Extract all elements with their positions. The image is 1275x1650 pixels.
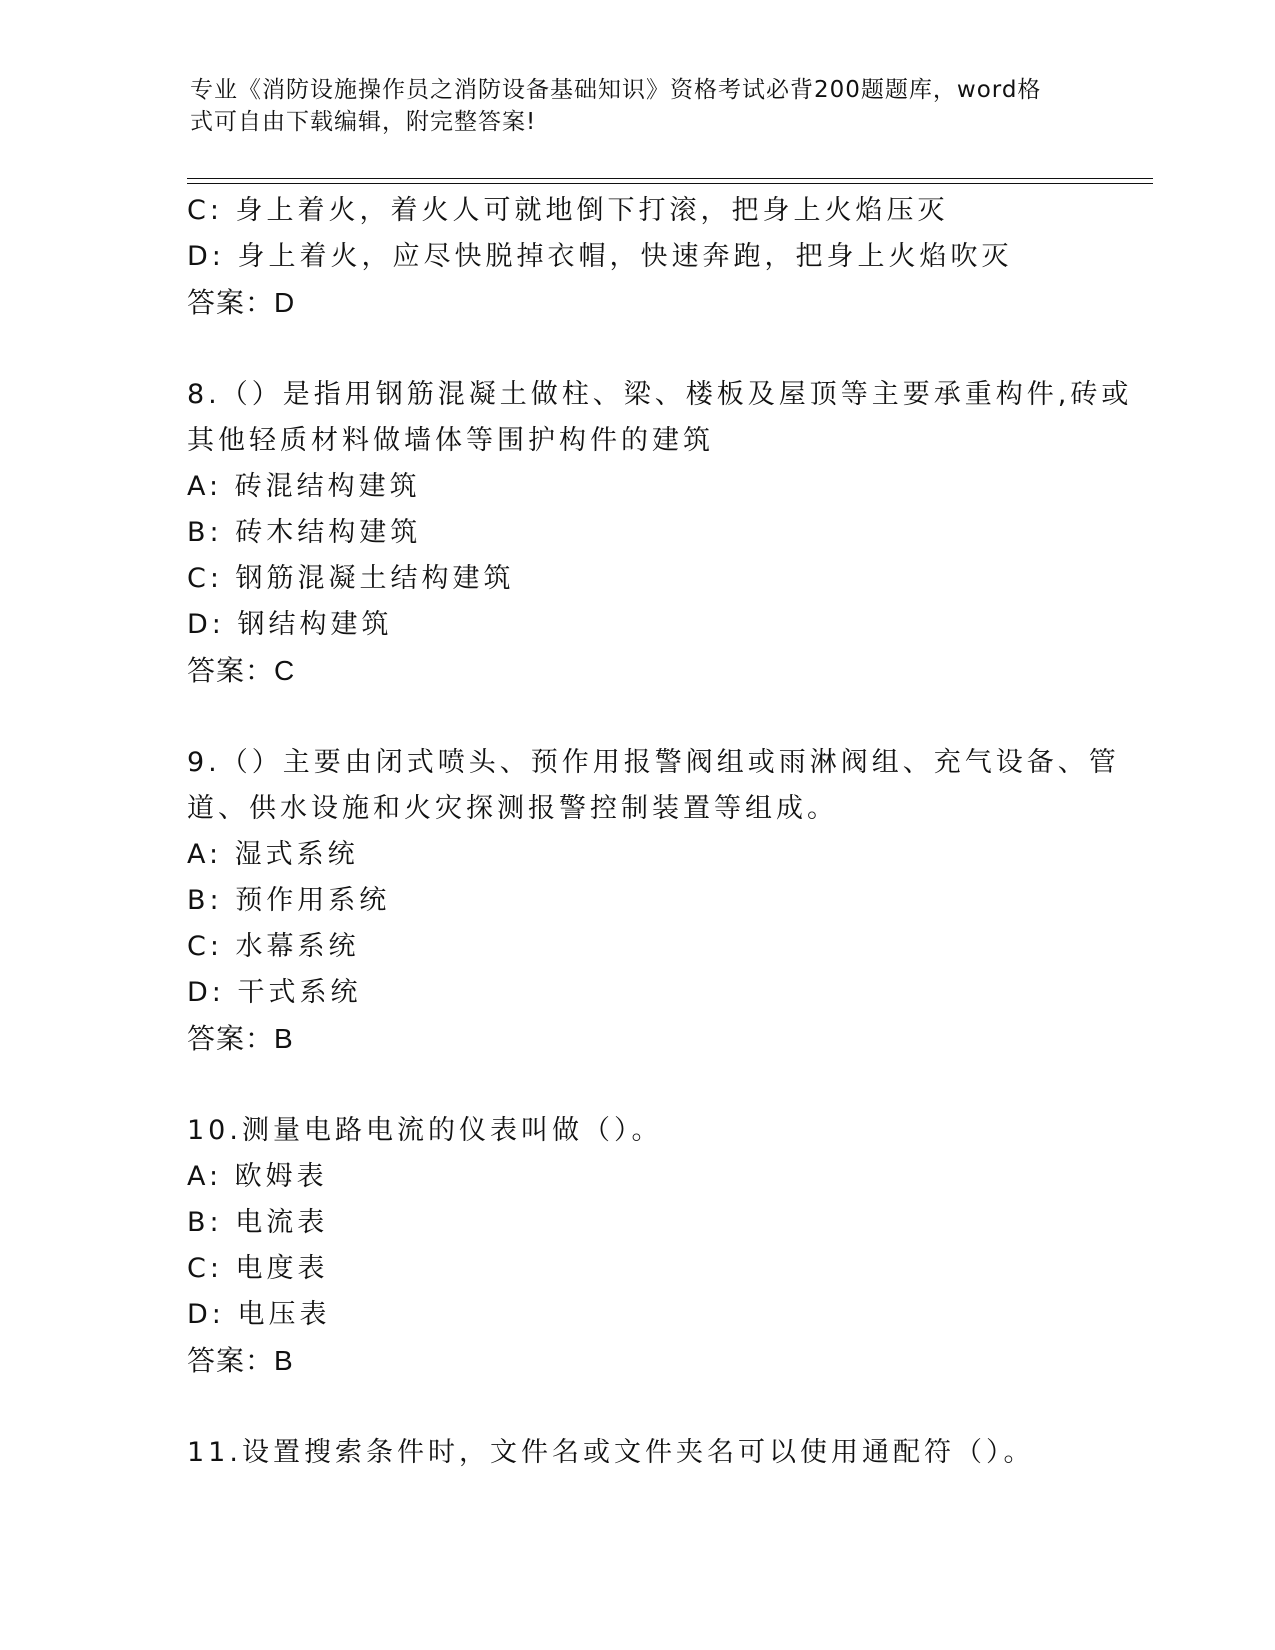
option-d: D: 身上着火，应尽快脱掉衣帽，快速奔跑，把身上火焰吹灭 [187, 241, 1013, 272]
answer: 答案：C [187, 655, 296, 686]
question-list [187, 188, 1133, 1476]
option-d: D: 钢结构建筑 [187, 609, 393, 640]
question-8 [187, 372, 1133, 694]
answer: 答案：B [187, 1023, 294, 1054]
option-a: A: 砖混结构建筑 [187, 471, 421, 502]
option-c: C: 身上着火，着火人可就地倒下打滚，把身上火焰压灭 [187, 195, 949, 226]
option-b: B: 电流表 [187, 1207, 329, 1238]
answer: 答案：D [187, 287, 296, 318]
header-divider-top [187, 178, 1153, 179]
option-d: D: 干式系统 [187, 977, 362, 1008]
question-stem-line-1: 9.（）主要由闭式喷头、预作用报警阀组或雨淋阀组、充气设备、管 [187, 747, 1120, 778]
option-c: C: 电度表 [187, 1253, 329, 1284]
option-b: B: 砖木结构建筑 [187, 517, 422, 548]
question-stem-line-2: 道、供水设施和火灾探测报警控制装置等组成。 [187, 793, 838, 824]
question-stem-line-2: 其他轻质材料做墙体等围护构件的建筑 [187, 425, 714, 456]
option-c: C: 钢筋混凝土结构建筑 [187, 563, 515, 594]
spacer [187, 1384, 1087, 1430]
question-stem-line-1: 11.设置搜索条件时，文件名或文件夹名可以使用通配符（）。 [187, 1437, 1035, 1468]
header-divider-bottom [187, 183, 1153, 184]
question-11 [187, 1430, 1087, 1476]
question-9 [187, 740, 1120, 1062]
option-a: A: 湿式系统 [187, 839, 359, 870]
option-c: C: 水幕系统 [187, 931, 360, 962]
answer: 答案：B [187, 1345, 294, 1376]
question-stem-line-1: 8.（）是指用钢筋混凝土做柱、梁、楼板及屋顶等主要承重构件,砖或 [187, 379, 1133, 410]
question-stem-line-1: 10.测量电路电流的仪表叫做（）。 [187, 1115, 663, 1146]
option-d: D: 电压表 [187, 1299, 331, 1330]
spacer [187, 694, 1087, 740]
spacer [187, 1062, 1087, 1108]
header-line-2: 式可自由下载编辑，附完整答案! [190, 109, 537, 135]
question-10 [187, 1108, 1087, 1384]
document-header [190, 74, 1090, 138]
question-7 [187, 188, 1087, 326]
option-b: B: 预作用系统 [187, 885, 391, 916]
option-a: A: 欧姆表 [187, 1161, 328, 1192]
spacer [187, 326, 1087, 372]
header-line-1: 专业《消防设施操作员之消防设备基础知识》资格考试必背200题题库，word格 [190, 77, 1042, 103]
